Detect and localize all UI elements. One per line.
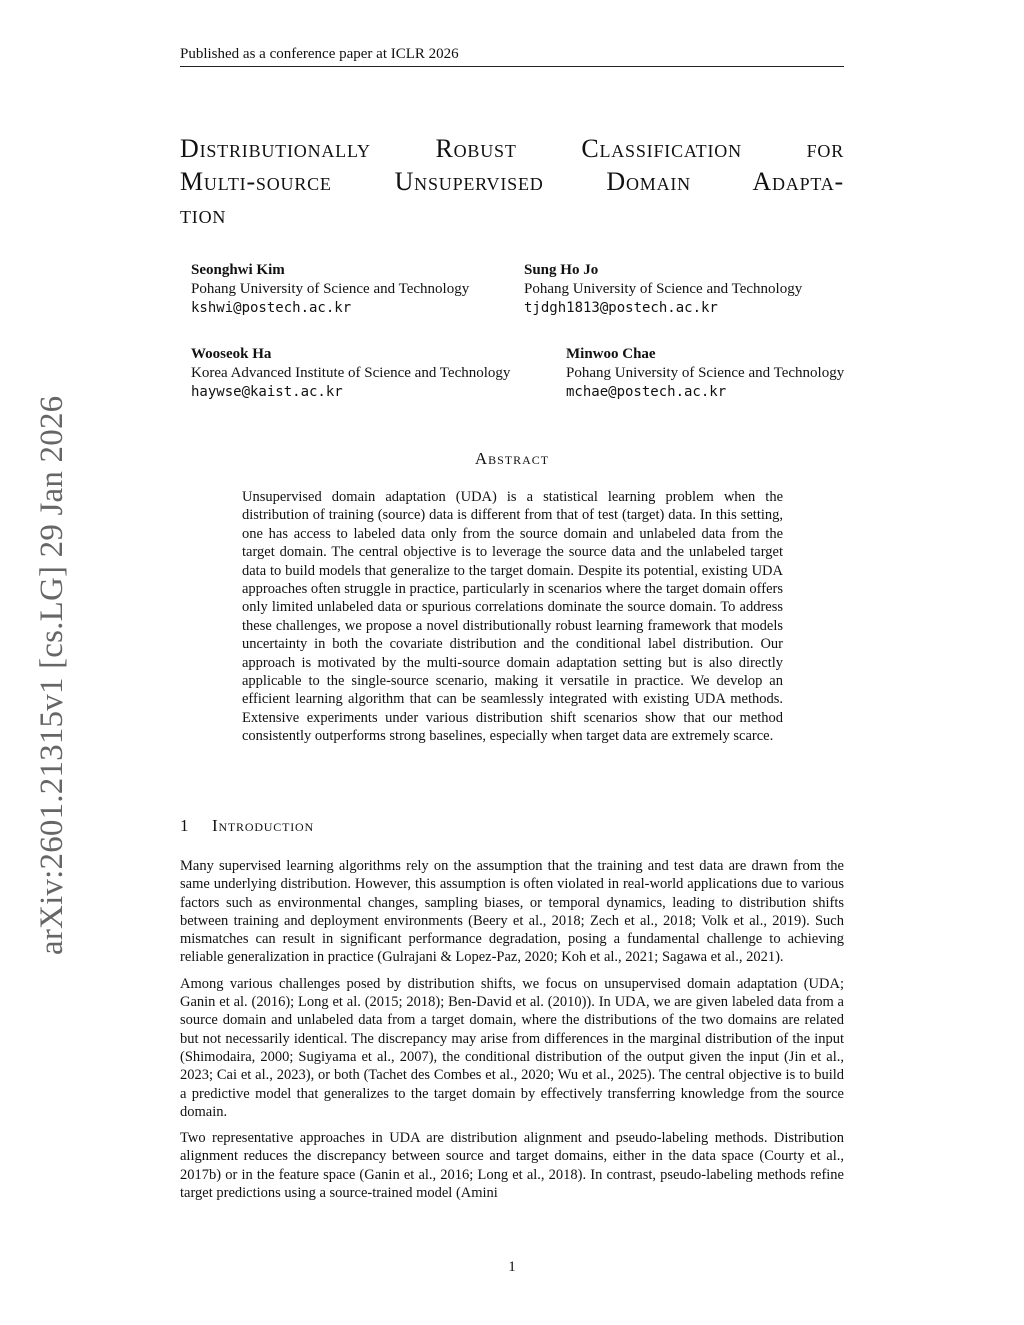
title-line-2: Multi-source Unsupervised Domain Adapta- bbox=[180, 167, 844, 196]
intro-paragraph-1: Many supervised learning algorithms rely on the assumption that the training and test data are drawn from the same underlying distribution. However, this assumption is often violated in real-world applications due to various factors such as environmental changes, sampling biases, or temporal dynamics, leading to distribution shifts between training and deployment environments (Beery et al., 2018; Zech et al., 2018; Volk et al., 2019). Such mismatches can result in significant performance degradation, posing a fundamental challenge to achieving reliable generalization in practice (Gulrajani & Lopez-Paz, 2020; Koh et al., 2021; Sagawa et al., 2021). bbox=[180, 858, 844, 966]
running-head: Published as a conference paper at ICLR 2026 bbox=[180, 44, 844, 67]
section-title: Introduction bbox=[212, 816, 314, 835]
section-heading-introduction bbox=[180, 815, 844, 837]
intro-paragraph-3: Two representative approaches in UDA are distribution alignment and pseudo-labeling methods. Distribution alignment reduces the discrepancy between source and target domains, either in the data space (Courty et al., 2017b) or in the feature space (Ganin et al., 2016; Long et al., 2018). In contrast, pseudo-labeling methods refine target predictions using a source-trained model (Amini bbox=[180, 1130, 844, 1202]
author-block-1 bbox=[191, 261, 469, 318]
author-email: kshwi@postech.ac.kr bbox=[191, 300, 352, 316]
title-line-1: Distributionally Robust Classification for bbox=[180, 134, 844, 163]
author-name: Sung Ho Jo bbox=[524, 262, 599, 278]
paper-title bbox=[180, 132, 844, 231]
author-affiliation: Pohang University of Science and Technology bbox=[191, 281, 470, 297]
author-name: Seonghwi Kim bbox=[191, 262, 285, 278]
introduction-body bbox=[180, 857, 844, 1210]
author-name: Wooseok Ha bbox=[191, 346, 272, 362]
author-affiliation: Korea Advanced Institute of Science and Technology bbox=[191, 365, 511, 381]
arxiv-identifier: arXiv:2601.21315v1 [cs.LG] 29 Jan 2026 bbox=[34, 395, 70, 955]
author-block-4 bbox=[566, 345, 844, 402]
abstract-text: Unsupervised domain adaptation (UDA) is a statistical learning problem when the distribution of training (source) data is different from that of test (target) data. In this setting, one has access to labeled data only from the source domain and unlabeled data from the target domain. The central objective is to leverage the source data and the unlabeled target data to build models that generalize to the target domain. Despite its potential, existing UDA approaches often struggle in practice, particularly in scenarios where the target domain offers only limited unlabeled data or spurious correlations dominate the source domain. To address these challenges, we propose a novel distributionally robust learning framework that models uncertainty in both the covariate distribution and the conditional label distribution. Our approach is motivated by the multi-source domain adaptation setting but is also directly applicable to the single-source scenario, making it versatile in practice. We develop an efficient learning algorithm that can be seamlessly integrated with existing UDA methods. Extensive experiments under various distribution shift scenarios show that our method consistently outperforms strong baselines, especially when target data are extremely scarce. bbox=[242, 489, 783, 745]
author-email: haywse@kaist.ac.kr bbox=[191, 384, 343, 400]
author-name: Minwoo Chae bbox=[566, 346, 656, 362]
author-block-3 bbox=[191, 345, 510, 402]
author-affiliation: Pohang University of Science and Technology bbox=[566, 365, 845, 381]
author-block-2 bbox=[524, 261, 802, 318]
author-email: mchae@postech.ac.kr bbox=[566, 384, 727, 400]
title-line-3: tion bbox=[180, 200, 227, 229]
author-affiliation: Pohang University of Science and Technology bbox=[524, 281, 803, 297]
intro-paragraph-2: Among various challenges posed by distribution shifts, we focus on unsupervised domain adaptation (UDA; Ganin et al. (2016); Long et al. (2015; 2018); Ben-David et al. (2010)). In UDA, we are given labeled data from a source domain and unlabeled data from a target domain, where the distributions of the two domains are related but not necessarily identical. The discrepancy may arise from differences in the marginal distribution of the input (Shimodaira, 2000; Sugiyama et al., 2007), the conditional distribution of the output given the input (Jin et al., 2023; Cai et al., 2023), or both (Tachet des Combes et al., 2020; Wu et al., 2025). The central objective is to build a predictive model that generalizes to the target domain by effectively transferring knowledge from the source domain. bbox=[180, 975, 844, 1120]
section-number: 1 bbox=[180, 816, 190, 835]
page-number: 1 bbox=[508, 1259, 516, 1275]
author-email: tjdgh1813@postech.ac.kr bbox=[524, 300, 718, 316]
abstract-heading: Abstract bbox=[474, 449, 550, 468]
